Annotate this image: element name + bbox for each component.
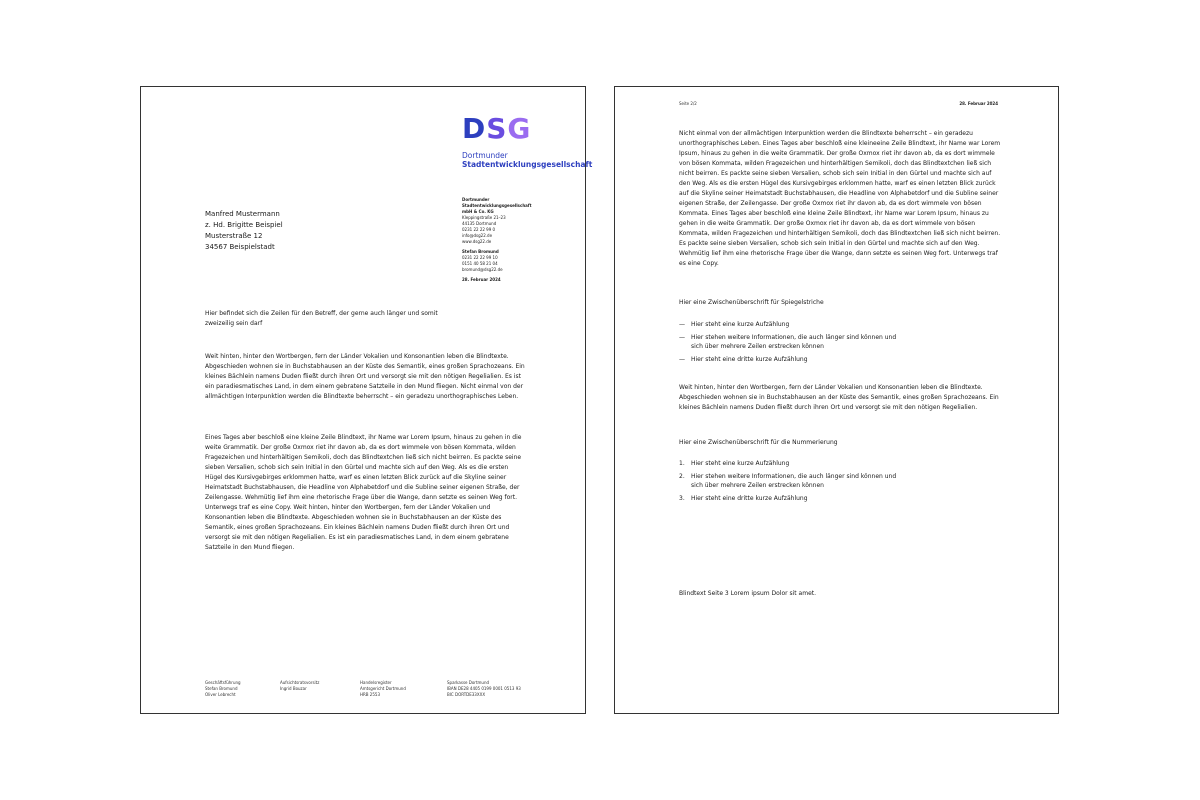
list-item [679, 355, 1001, 364]
footer-line: Sparkasse Dortmund [447, 680, 490, 685]
sender-company-line: mbH & Co. KG [462, 209, 494, 214]
footer-line: BIC DORTDE33XXX [447, 692, 486, 697]
footer-register [360, 680, 406, 698]
numbered-list [679, 459, 1001, 507]
letter-page-1 [140, 86, 593, 714]
logo-letter-s: S [486, 112, 508, 145]
letter-page-2 [614, 86, 1059, 714]
number-marker: 2. [679, 473, 685, 480]
number-marker: 3. [679, 495, 685, 502]
number-marker: 1. [679, 460, 685, 467]
recipient-address [205, 209, 283, 253]
subheading-numbering: Hier eine Zwischenüberschrift für die Nummerierung [679, 439, 838, 446]
subject-line: Hier befindet sich die Zeilen für den Betreff, der gerne auch länger und somit zweizeilig sein darf [205, 310, 438, 327]
footer-line: Handelsregister [360, 680, 392, 685]
body-paragraph: Weit hinten, hinter den Wortbergen, fern der Länder Vokalien und Konsonantien leben die Blindtexte. Abgeschieden wohnen sie in Buchstabhausen an der Küste des Semantik, eines großen Sprachozeans. Ein kleines Bächlein namens Duden fließt durch ihren Ort und versorgt sie mit den nötigen Regelialien. Es ist ein paradiesmatisches Land, in dem einem gebratene Satzteile in den Mund fliegen. Nicht einmal von der allmächtigen Interpunktion werden die Blindtexte beherrscht – ein geradezu unorthographisches Leben. [205, 353, 525, 400]
subheading-bullets: Hier eine Zwischenüberschrift für Spiegelstriche [679, 299, 824, 306]
body-paragraph: Eines Tages aber beschloß eine kleine Zeile Blindtext, ihr Name war Lorem Ipsum, hinaus zu gehen in die weite Grammatik. Der große Oxmox riet ihr davon ab, da es dort wimmele von bösen Kommata, wilden Fragezeichen und hinterhältigen Semikoli, doch das Blindtextchen ließ sich nicht beirren. Es packte seine sieben Versalien, schob sich sein Initial in den Gürtel und machte sich auf den Weg. Als es die ersten Hügel des Kursivgebirges erklommen hatte, warf es einen letzten Blick zurück auf die Skyline seiner Heimatstadt Buchstabhausen, die Headline von Alphabetdorf und die Subline seiner eigenen Straße, der Zeilengasse. Wehmütig lief ihm eine rhetorische Frage über die Wange, dann setzte es seinen Weg fort. Unterwegs traf es eine Copy. Weit hinten, hinter den Wortbergen, fern der Länder Vokalien und Konsonantien leben die Blindtexte. Abgeschieden wohnen sie in Buchstabhausen an der Küste des Semantik, eines großen Sprachozeans. Ein kleines Bächlein namens Duden fließt durch ihren Ort und versorgt sie mit den nötigen Regelialien. Es ist ein paradiesmatisches Land, in dem einem gebratene Satzteile in den Mund fliegen. [205, 434, 522, 551]
list-item-text: Hier steht eine kurze Aufzählung [691, 460, 790, 467]
list-item-text: Hier steht eine dritte kurze Aufzählung [691, 356, 808, 363]
list-item [679, 472, 1001, 490]
recipient-line: Musterstraße 12 [205, 232, 263, 240]
footer-supervisory-board [280, 680, 319, 692]
logo-letters [462, 112, 592, 145]
list-item-text: Hier stehen weitere Informationen, die auch länger sind können und sich über mehrere Zeilen erstrecken können [691, 334, 897, 350]
letter-date: 28. Februar 2024 [462, 277, 501, 282]
footer-line: Amtsgericht Dortmund [360, 686, 406, 691]
contact-phone: 0231 22 22 99 10 [462, 255, 498, 260]
footer-line: Ingrid Bouzar [280, 686, 307, 691]
sender-company-line: Stadtentwicklungsgesellschaft [462, 203, 532, 208]
recipient-line: 34567 Beispielstadt [205, 243, 275, 251]
list-item-text: Hier stehen weitere Informationen, die auch länger sind können und sich über mehrere Zeilen erstrecken können [691, 473, 897, 489]
page2-date: 28. Februar 2024 [959, 101, 998, 106]
footer-line: Stefan Bromund [205, 686, 238, 691]
footer-line: Oliver Lebrecht [205, 692, 236, 697]
body-paragraph: Nicht einmal von der allmächtigen Interpunktion werden die Blindtexte beherrscht – ein geradezu unorthographisches Leben. Eines Tages aber beschloß eine kleineeine Zeile Blindtext, ihr Name war Lorem Ipsum, hinaus zu gehen in die weite Grammatik. Der große Oxmox riet ihr davon ab, da es dort wimmele von bösen Kommata, wilden Fragezeichen und hinterhältigen Semikoli, doch das Blindtextchen ließ sich nicht beirren. Es packte seine sieben Versalien, schob sich sein Initial in den Gürtel und machte sich auf den Weg. Als es die ersten Hügel des Kursivgebirges erklommen hatte, warf es einen letzten Blick zurück auf die Skyline seiner Heimatstadt Buchstabhausen, die Headline von Alphabetdorf und die Subline seiner eigenen Straße, der Zeilengasse. Der große Oxmox riet ihr davon ab, da es dort wimmele von bösen Kommata. Eines Tages aber beschloß eine kleine Zeile Blindtext, ihr Name war Lorem Ipsum, hinaus zu gehen in die weite Grammatik. Der große Oxmox riet ihr davon ab, da es dort wimmele von bösen Kommata, wilden Fragezeichen und hinterhältigen Semikoli, doch das Blindtextchen ließ sich nicht beirren. Es packte seine sieben Versalien, schob sich sein Initial in den Gürtel und machte sich auf den Weg. Wehmütig lief ihm eine rhetorische Frage über die Wange, dann setzte es seinen Weg fort. Unterwegs traf es eine Copy. [679, 130, 1001, 267]
sender-phone: 0231 22 22 99 0 [462, 227, 496, 232]
list-item-text: Hier steht eine kurze Aufzählung [691, 321, 790, 328]
list-item [679, 320, 1001, 329]
bullet-marker: — [679, 321, 685, 328]
sender-address-line: Kleppingstraße 21–23 [462, 215, 506, 220]
bullet-marker: — [679, 356, 685, 363]
recipient-line: Manfred Mustermann [205, 210, 280, 218]
footer-line: IBAN DE28 4405 0199 0001 0513 93 [447, 686, 521, 691]
body-paragraph: Weit hinten, hinter den Wortbergen, fern der Länder Vokalien und Konsonantien leben die Blindtexte. Abgeschieden wohnen sie in Buchstabhausen an der Küste des Semantik, eines großen Sprachozeans. Ein kleines Bächlein namens Duden fließt durch ihren Ort und versorgt sie mit den nötigen Regelialien. [679, 384, 999, 411]
logo-company-name: Stadtentwicklungsgesellschaft [462, 160, 593, 169]
footer-bank [447, 680, 521, 698]
contact-email: bromund@dsg22.de [462, 267, 503, 272]
sender-address-line: 44135 Dortmund [462, 221, 497, 226]
bullet-marker: — [679, 334, 685, 341]
page-number: Seite 2/2 [679, 101, 697, 106]
logo-city: Dortmunder [462, 151, 508, 160]
footer-line: Geschäftsführung [205, 680, 241, 685]
contact-name: Stefan Bromund [462, 249, 499, 254]
dsg-logo [462, 112, 593, 169]
closing-line: Blindtext Seite 3 Lorem ipsum Dolor sit amet. [679, 590, 817, 597]
sender-block [462, 197, 532, 283]
list-item-text: Hier steht eine dritte kurze Aufzählung [691, 495, 808, 502]
list-item [679, 333, 1001, 351]
list-item [679, 494, 1001, 503]
list-item [679, 459, 1001, 468]
footer-line: HRB 2553 [360, 692, 380, 697]
footer-line: Aufsichtsratsvorsitz [280, 680, 320, 685]
bullet-list [679, 320, 1001, 368]
recipient-line: z. Hd. Brigitte Beispiel [205, 221, 283, 229]
logo-letter-d: D [462, 112, 487, 145]
footer-management [205, 680, 241, 698]
logo-letter-g: G [507, 112, 532, 145]
sender-email: info@dsg22.de [462, 233, 493, 238]
sender-company-line: Dortmunder [462, 197, 490, 202]
contact-mobile: 0151 40 58 21 04 [462, 261, 498, 266]
sender-website: www.dsg22.de [462, 239, 492, 244]
